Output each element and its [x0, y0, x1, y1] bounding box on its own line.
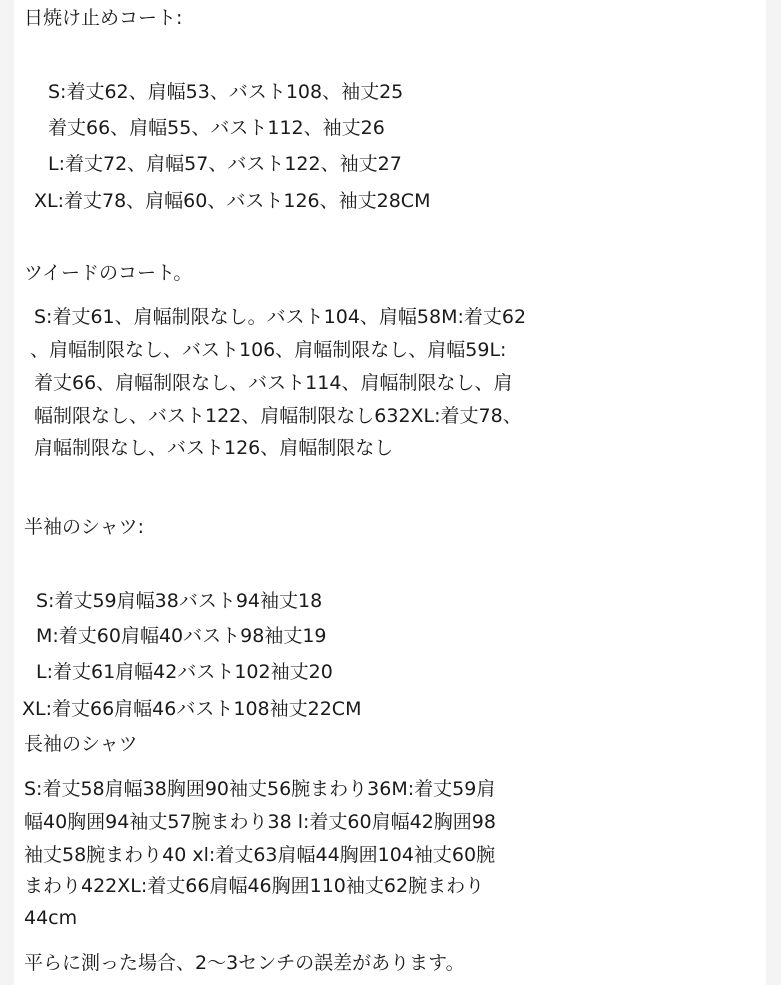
long-shirt-line-5: 44cm	[24, 907, 78, 929]
section-heading-long-sleeve-shirt: 長袖のシャツ	[24, 733, 138, 755]
section-heading-uv-coat: 日焼け止めコート:	[24, 7, 183, 29]
size-row-short-shirt-m: M:着丈60肩幅40バスト98袖丈19	[36, 625, 327, 647]
tweed-coat-line-2: 、肩幅制限なし、バスト106、肩幅制限なし、肩幅59L:	[30, 339, 507, 361]
size-row-uv-coat-l: L:着丈72、肩幅57、バスト122、袖丈27	[48, 153, 402, 175]
size-row-uv-coat-s: S:着丈62、肩幅53、バスト108、袖丈25	[48, 81, 404, 103]
long-shirt-line-1: S:着丈58肩幅38胸囲90袖丈56腕まわり36M:着丈59肩	[24, 778, 496, 800]
tweed-coat-line-5: 肩幅制限なし、バスト126、肩幅制限なし	[34, 437, 394, 459]
section-heading-short-sleeve-shirt: 半袖のシャツ:	[24, 516, 145, 538]
long-shirt-line-4: まわり422XL:着丈66肩幅46胸囲110袖丈62腕まわり	[24, 875, 485, 897]
measurement-note: 平らに測った場合、2～3センチの誤差があります。	[24, 952, 465, 974]
tweed-coat-line-1: S:着丈61、肩幅制限なし。バスト104、肩幅58M:着丈62	[34, 306, 527, 328]
long-shirt-line-3: 袖丈58腕まわり40 xl:着丈63肩幅44胸囲104袖丈60腕	[24, 844, 496, 866]
size-row-uv-coat-m: 着丈66、肩幅55、バスト112、袖丈26	[48, 117, 385, 139]
section-heading-tweed-coat: ツイードのコート。	[24, 262, 193, 284]
document-page	[14, 0, 766, 985]
size-row-short-shirt-xl: XL:着丈66肩幅46バスト108袖丈22CM	[22, 698, 362, 720]
tweed-coat-line-3: 着丈66、肩幅制限なし、バスト114、肩幅制限なし、肩	[34, 372, 513, 394]
size-row-uv-coat-xl: XL:着丈78、肩幅60、バスト126、袖丈28CM	[34, 190, 431, 212]
size-row-short-shirt-s: S:着丈59肩幅38バスト94袖丈18	[36, 590, 323, 612]
long-shirt-line-2: 幅40胸囲94袖丈57腕まわり38 l:着丈60肩幅42胸囲98	[24, 811, 496, 833]
tweed-coat-line-4: 幅制限なし、バスト122、肩幅制限なし632XL:着丈78、	[34, 405, 522, 427]
size-row-short-shirt-l: L:着丈61肩幅42バスト102袖丈20	[36, 661, 333, 683]
